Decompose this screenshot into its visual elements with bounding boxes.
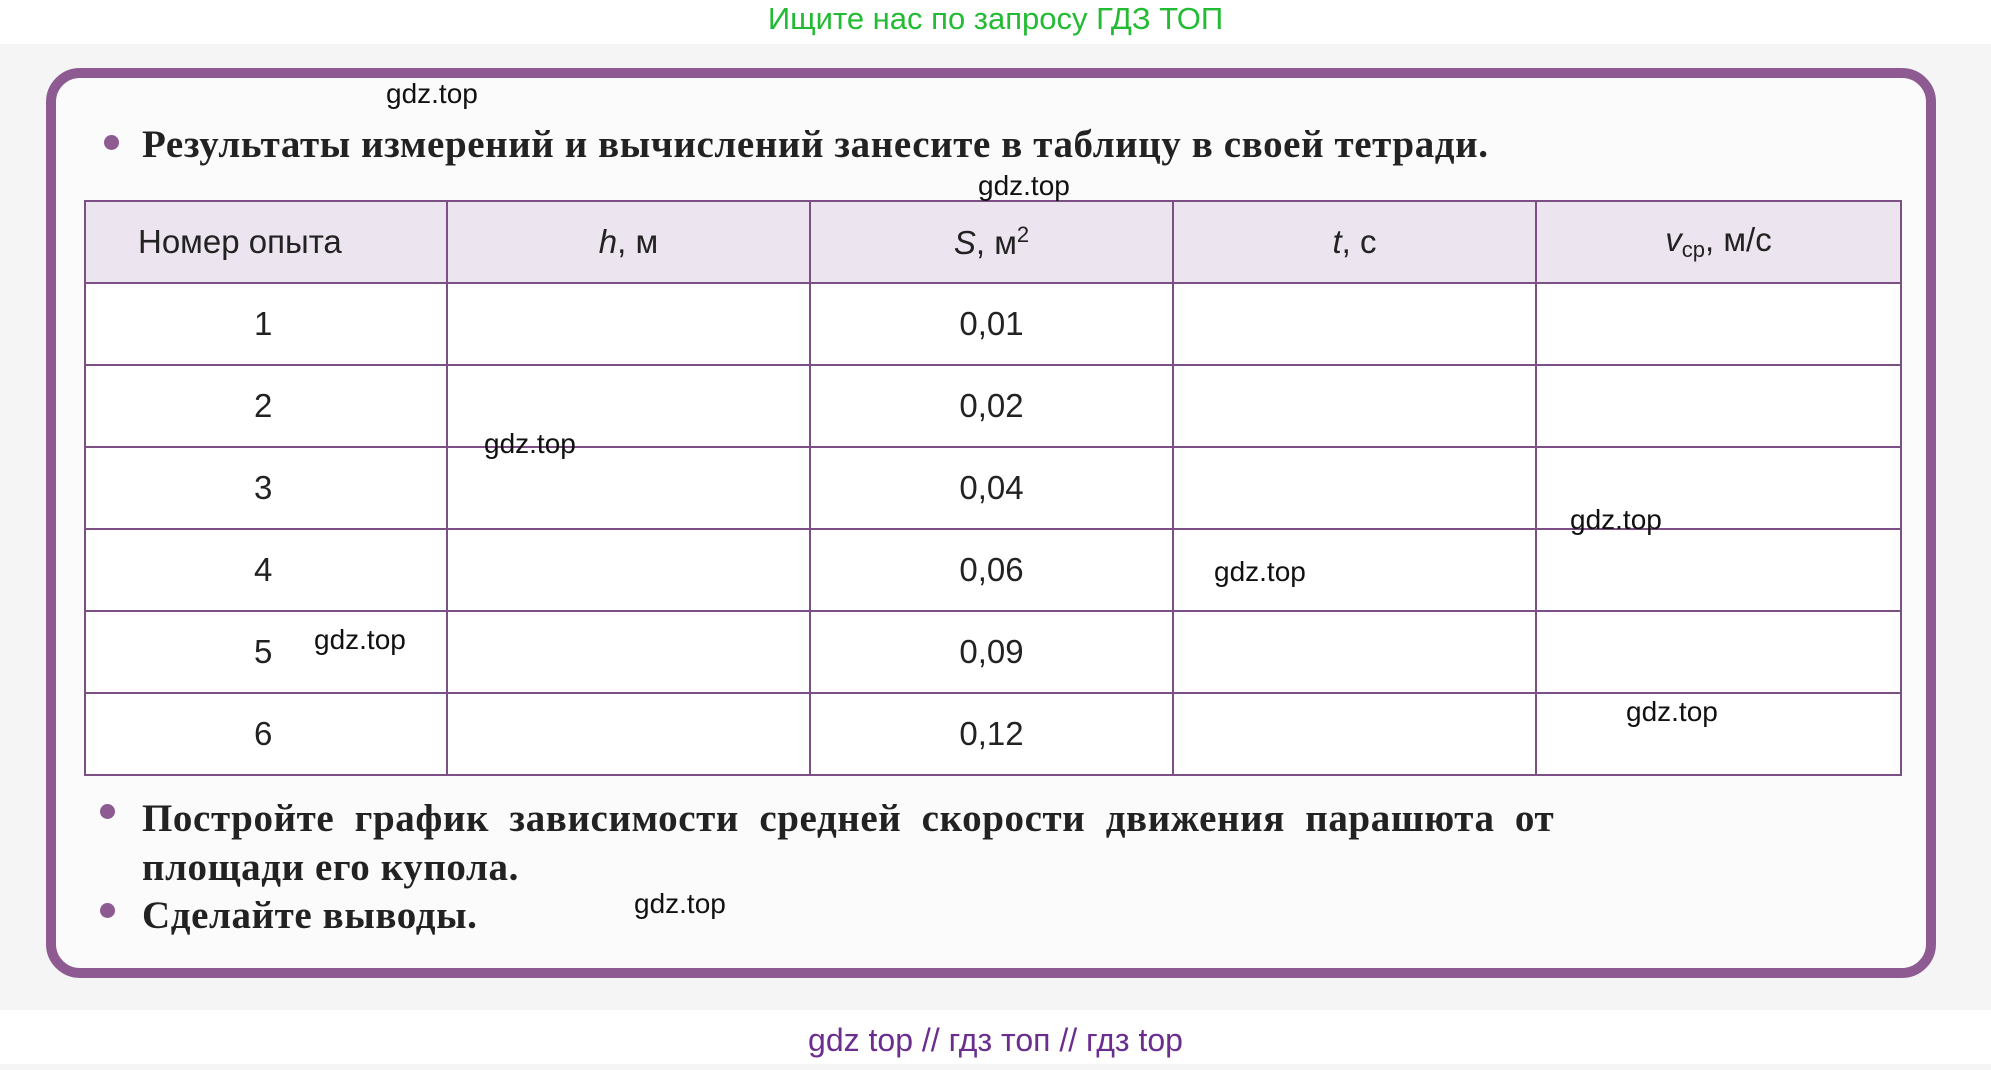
bullet-dot-1 xyxy=(104,135,119,150)
time-cell xyxy=(1173,365,1536,447)
area-cell: 0,12 xyxy=(810,693,1173,775)
watermark: gdz.top xyxy=(1626,696,1718,727)
top-banner: Ищите нас по запросу ГДЗ ТОП xyxy=(0,0,1991,44)
bullet-dot-3 xyxy=(100,903,115,918)
time-symbol: t xyxy=(1332,223,1342,260)
header-experiment-number-label: Номер опыта xyxy=(138,223,342,260)
header-height xyxy=(447,201,810,283)
instruction-conclusions: Сделайте выводы. xyxy=(142,894,478,937)
table-row xyxy=(85,283,1901,365)
speed-cell xyxy=(1536,611,1901,693)
table-header-row xyxy=(85,201,1901,283)
header-experiment-number xyxy=(85,201,447,283)
speed-cell xyxy=(1536,365,1901,447)
height-unit: , м xyxy=(617,223,659,260)
time-cell xyxy=(1173,447,1536,529)
experiment-number: 1 xyxy=(85,283,447,365)
time-cell xyxy=(1173,283,1536,365)
area-unit-exponent: 2 xyxy=(1016,222,1030,247)
bullet-dot-2 xyxy=(100,804,115,819)
instruction-build-graph-line1: Постройте график зависимости средней скорости движения парашюта от xyxy=(142,797,1555,840)
speed-cell xyxy=(1536,529,1901,611)
header-avg-speed xyxy=(1536,201,1901,283)
watermark: gdz.top xyxy=(634,888,726,919)
speed-cell xyxy=(1536,283,1901,365)
area-cell: 0,06 xyxy=(810,529,1173,611)
area-symbol: S xyxy=(953,224,976,261)
height-cell xyxy=(447,529,810,611)
watermark: gdz.top xyxy=(978,170,1070,201)
area-cell: 0,02 xyxy=(810,365,1173,447)
time-unit: , с xyxy=(1341,223,1377,260)
watermark: gdz.top xyxy=(484,428,576,459)
time-cell xyxy=(1173,611,1536,693)
height-cell xyxy=(447,283,810,365)
area-unit: , м xyxy=(975,224,1017,261)
watermark: gdz.top xyxy=(386,78,478,109)
area-cell: 0,04 xyxy=(810,447,1173,529)
speed-cell xyxy=(1536,693,1901,775)
area-cell: 0,01 xyxy=(810,283,1173,365)
instruction-record-results: Результаты измерений и вычислений занесите в таблицу в своей тетради. xyxy=(142,123,1489,166)
experiment-number: 2 xyxy=(85,365,447,447)
speed-subscript: ср xyxy=(1681,237,1706,262)
speed-unit: , м/с xyxy=(1705,221,1772,258)
speed-symbol: v xyxy=(1665,221,1682,258)
height-cell xyxy=(447,611,810,693)
header-area xyxy=(810,201,1173,283)
experiment-number: 3 xyxy=(85,447,447,529)
experiment-number: 6 xyxy=(85,693,447,775)
table-row xyxy=(85,365,1901,447)
height-symbol: h xyxy=(598,223,618,260)
watermark: gdz.top xyxy=(314,624,406,655)
area-cell: 0,09 xyxy=(810,611,1173,693)
bottom-banner: gdz top // гдз топ // гдз top xyxy=(0,1010,1991,1064)
experiment-number: 5 xyxy=(85,611,447,693)
table-row xyxy=(85,529,1901,611)
time-cell xyxy=(1173,693,1536,775)
instruction-build-graph-line2: площади его купола. xyxy=(142,846,519,889)
experiment-number: 4 xyxy=(85,529,447,611)
header-time xyxy=(1173,201,1536,283)
watermark: gdz.top xyxy=(1570,504,1662,535)
results-table xyxy=(84,200,1902,776)
height-cell xyxy=(447,693,810,775)
watermark: gdz.top xyxy=(1214,556,1306,587)
